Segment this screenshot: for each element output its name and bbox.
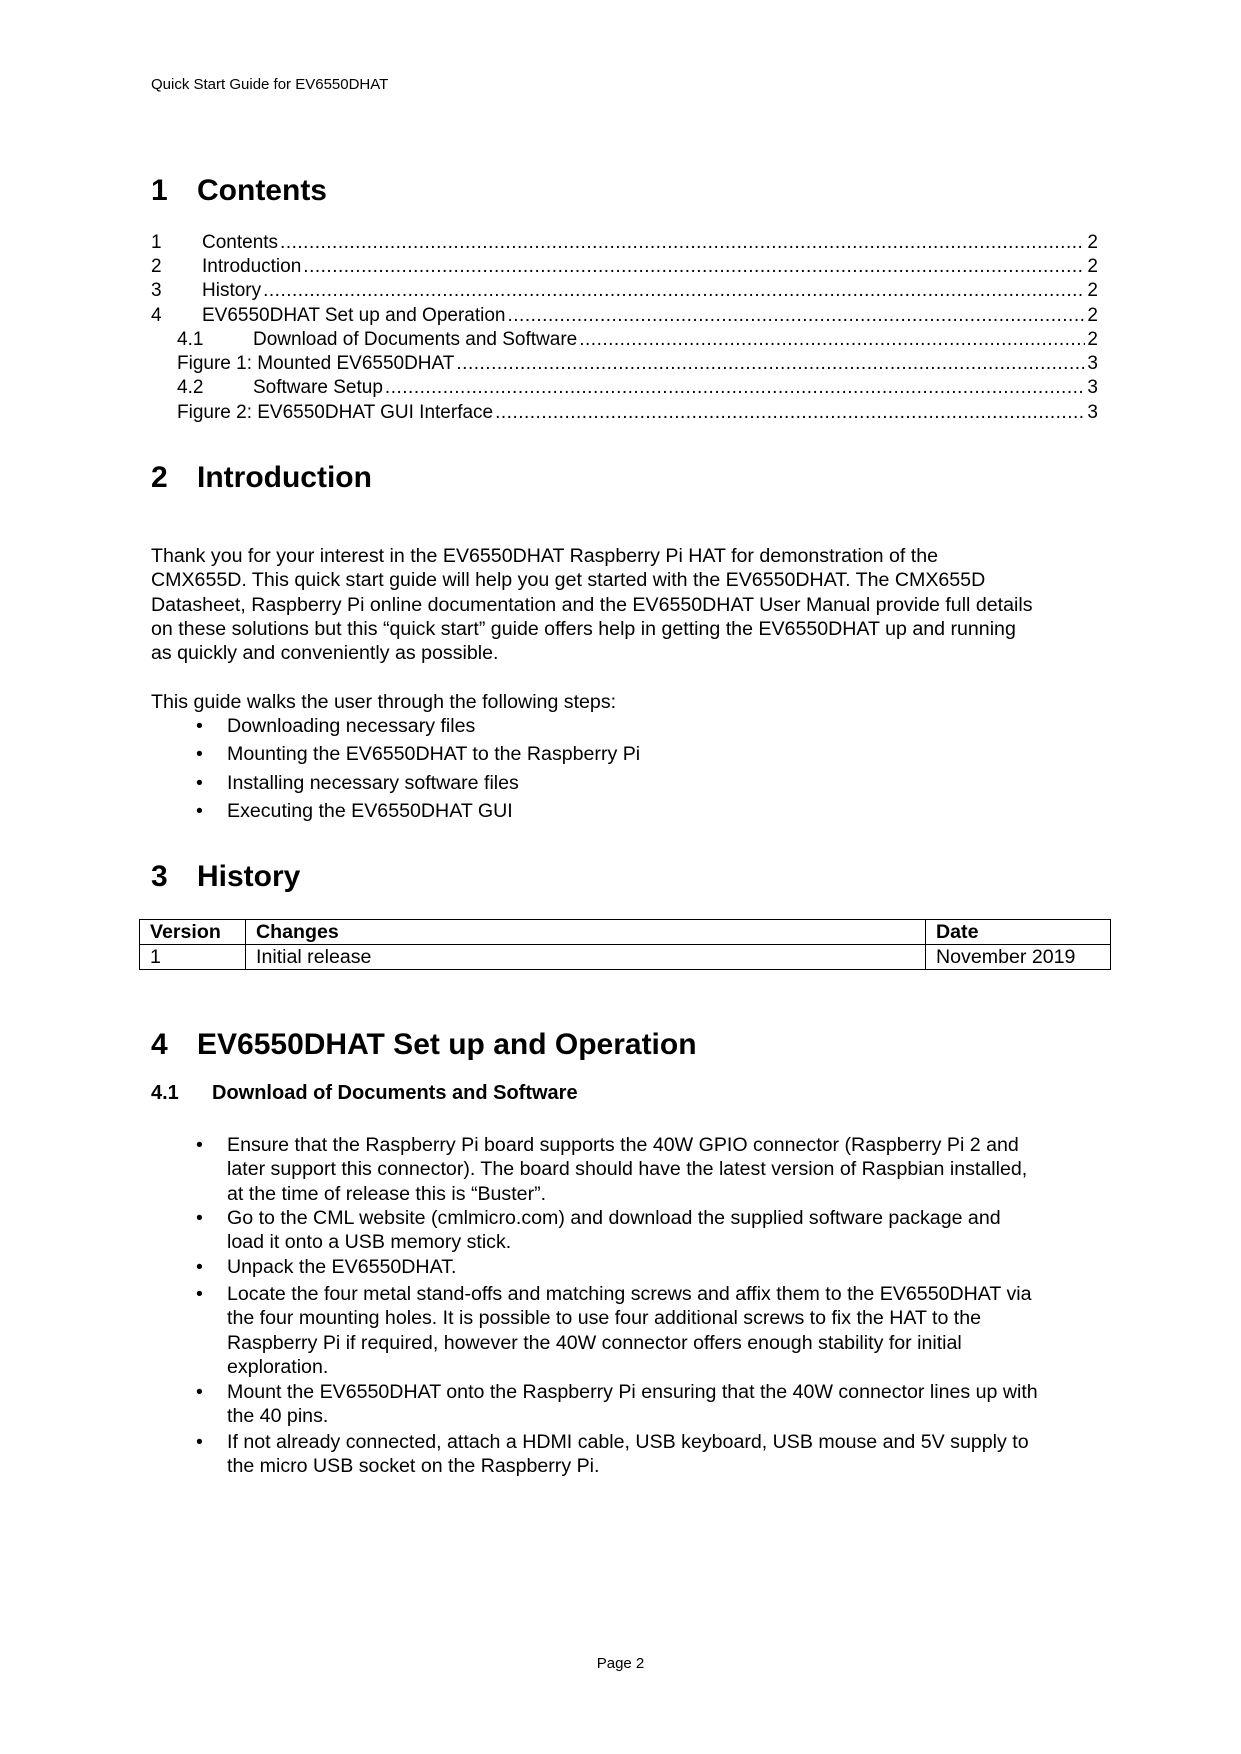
bullet-icon: • — [196, 743, 203, 766]
toc-leader-dots — [456, 353, 1085, 375]
list-item-text: Installing necessary software files — [227, 771, 519, 794]
toc-entry[interactable] — [177, 353, 1098, 377]
toc-page: 3 — [1087, 353, 1098, 374]
page-header: Quick Start Guide for EV6550DHAT — [151, 76, 389, 93]
toc-title: Figure 2: EV6550DHAT GUI Interface — [177, 402, 494, 423]
toc-entry[interactable] — [177, 377, 1098, 401]
heading-history: 3 History — [151, 860, 301, 893]
toc-title: Contents — [202, 232, 279, 253]
toc-number: 2 — [151, 256, 162, 277]
toc-entry[interactable] — [151, 305, 1098, 329]
list-item-line: the four mounting holes. It is possible to use four additional screws to fix the HAT to the — [227, 1307, 982, 1330]
toc-title: EV6550DHAT Set up and Operation — [202, 305, 506, 326]
toc-page: 2 — [1087, 232, 1098, 253]
toc-entry[interactable] — [177, 329, 1098, 353]
toc-leader-dots — [508, 305, 1086, 327]
bullet-icon: • — [196, 1207, 203, 1229]
toc-title: Software Setup — [253, 377, 383, 398]
cell-version: 1 — [140, 945, 246, 970]
col-changes: Changes — [246, 920, 926, 945]
list-item-line: Unpack the EV6550DHAT. — [227, 1256, 457, 1278]
list-item-text — [227, 1430, 1029, 1479]
toc-leader-dots — [495, 402, 1085, 424]
toc-page: 2 — [1087, 329, 1098, 350]
list-item-line: Mount the EV6550DHAT onto the Raspberry Pi ensuring that the 40W connector lines up with — [227, 1381, 1038, 1403]
toc-entry[interactable] — [151, 256, 1098, 280]
paragraph-line: CMX655D. This quick start guide will help you get started with the EV6550DHAT. The CMX655D — [151, 569, 986, 592]
toc-page: 3 — [1087, 377, 1098, 398]
page-number: Page 2 — [596, 1655, 645, 1672]
toc-leader-dots — [280, 232, 1085, 254]
table-row — [140, 945, 1111, 970]
bullet-icon: • — [196, 799, 203, 822]
history-table — [139, 919, 1111, 970]
cell-changes: Initial release — [246, 945, 926, 970]
toc-leader-dots — [303, 256, 1085, 278]
list-item-text: Executing the EV6550DHAT GUI — [227, 799, 513, 822]
list-item-text — [227, 1282, 1032, 1379]
toc-leader-dots — [579, 329, 1085, 351]
list-item-line: the micro USB socket on the Raspberry Pi. — [227, 1455, 600, 1478]
bullet-icon: • — [196, 771, 203, 794]
list-item-line: If not already connected, attach a HDMI cable, USB keyboard, USB mouse and 5V supply to — [227, 1431, 1029, 1453]
list-item-text — [227, 1380, 1038, 1429]
toc-number: 4.2 — [177, 377, 204, 398]
toc-number: 4 — [151, 305, 162, 326]
toc-page: 3 — [1087, 402, 1098, 423]
toc-title: Download of Documents and Software — [253, 329, 578, 350]
list-item-text — [227, 1255, 456, 1279]
list-item-line: at the time of release this is “Buster”. — [227, 1182, 547, 1205]
paragraph-line: as quickly and conveniently as possible. — [151, 642, 499, 665]
list-item-text: Downloading necessary files — [227, 715, 476, 737]
steps-intro: This guide walks the user through the following steps: — [151, 691, 617, 713]
toc-page: 2 — [1087, 256, 1098, 277]
heading-setup: 4 EV6550DHAT Set up and Operation — [151, 1028, 697, 1061]
paragraph-line: Thank you for your interest in the EV6550DHAT Raspberry Pi HAT for demonstration of the — [151, 545, 939, 567]
toc-leader-dots — [385, 377, 1086, 399]
bullet-icon: • — [196, 1134, 203, 1156]
list-item-line: Ensure that the Raspberry Pi board supports the 40W GPIO connector (Raspberry Pi 2 and — [227, 1134, 1019, 1156]
list-item-line: the 40 pins. — [227, 1405, 329, 1428]
cell-date: November 2019 — [926, 945, 1111, 970]
toc-entry[interactable] — [151, 232, 1098, 256]
list-item-line: exploration. — [227, 1355, 329, 1378]
toc-number: 1 — [151, 232, 162, 253]
intro-paragraph — [151, 544, 1033, 665]
toc-title: Introduction — [202, 256, 302, 277]
bullet-icon: • — [196, 1381, 203, 1403]
col-version: Version — [140, 920, 246, 945]
toc-page: 2 — [1087, 280, 1098, 301]
bullet-icon: • — [196, 1283, 203, 1305]
subheading-download: 4.1 Download of Documents and Software — [151, 1082, 578, 1104]
bullet-icon: • — [196, 1256, 203, 1278]
toc-title: Figure 1: Mounted EV6550DHAT — [177, 353, 455, 374]
heading-contents: 1 Contents — [151, 174, 327, 207]
list-item-line: Locate the four metal stand-offs and matching screws and affix them to the EV6550DHAT via — [227, 1283, 1032, 1305]
toc-number: 3 — [151, 280, 162, 301]
list-item-text — [227, 1133, 1027, 1206]
bullet-icon: • — [196, 1431, 203, 1453]
paragraph-line: on these solutions but this “quick start” guide offers help in getting the EV6550DHAT up and running — [151, 617, 1016, 640]
toc-number: 4.1 — [177, 329, 204, 350]
toc-title: History — [202, 280, 262, 301]
list-item-line: load it onto a USB memory stick. — [227, 1231, 512, 1254]
toc-page: 2 — [1087, 305, 1098, 326]
list-item-line: Raspberry Pi if required, however the 40W connector offers enough stability for initial — [227, 1331, 962, 1354]
toc-entry[interactable] — [151, 280, 1098, 304]
bullet-icon: • — [196, 715, 203, 737]
list-item-text: Mounting the EV6550DHAT to the Raspberry Pi — [227, 743, 641, 766]
list-item-text — [227, 1206, 1001, 1255]
heading-introduction: 2 Introduction — [151, 461, 372, 494]
toc-entry[interactable] — [177, 402, 1098, 426]
paragraph-line: Datasheet, Raspberry Pi online documentation and the EV6550DHAT User Manual provide full details — [151, 593, 1033, 616]
list-item-line: later support this connector). The board should have the latest version of Raspbian installed, — [227, 1158, 1028, 1181]
col-date: Date — [926, 920, 1111, 945]
toc-leader-dots — [263, 280, 1085, 302]
list-item-line: Go to the CML website (cmlmicro.com) and download the supplied software package and — [227, 1207, 1001, 1229]
